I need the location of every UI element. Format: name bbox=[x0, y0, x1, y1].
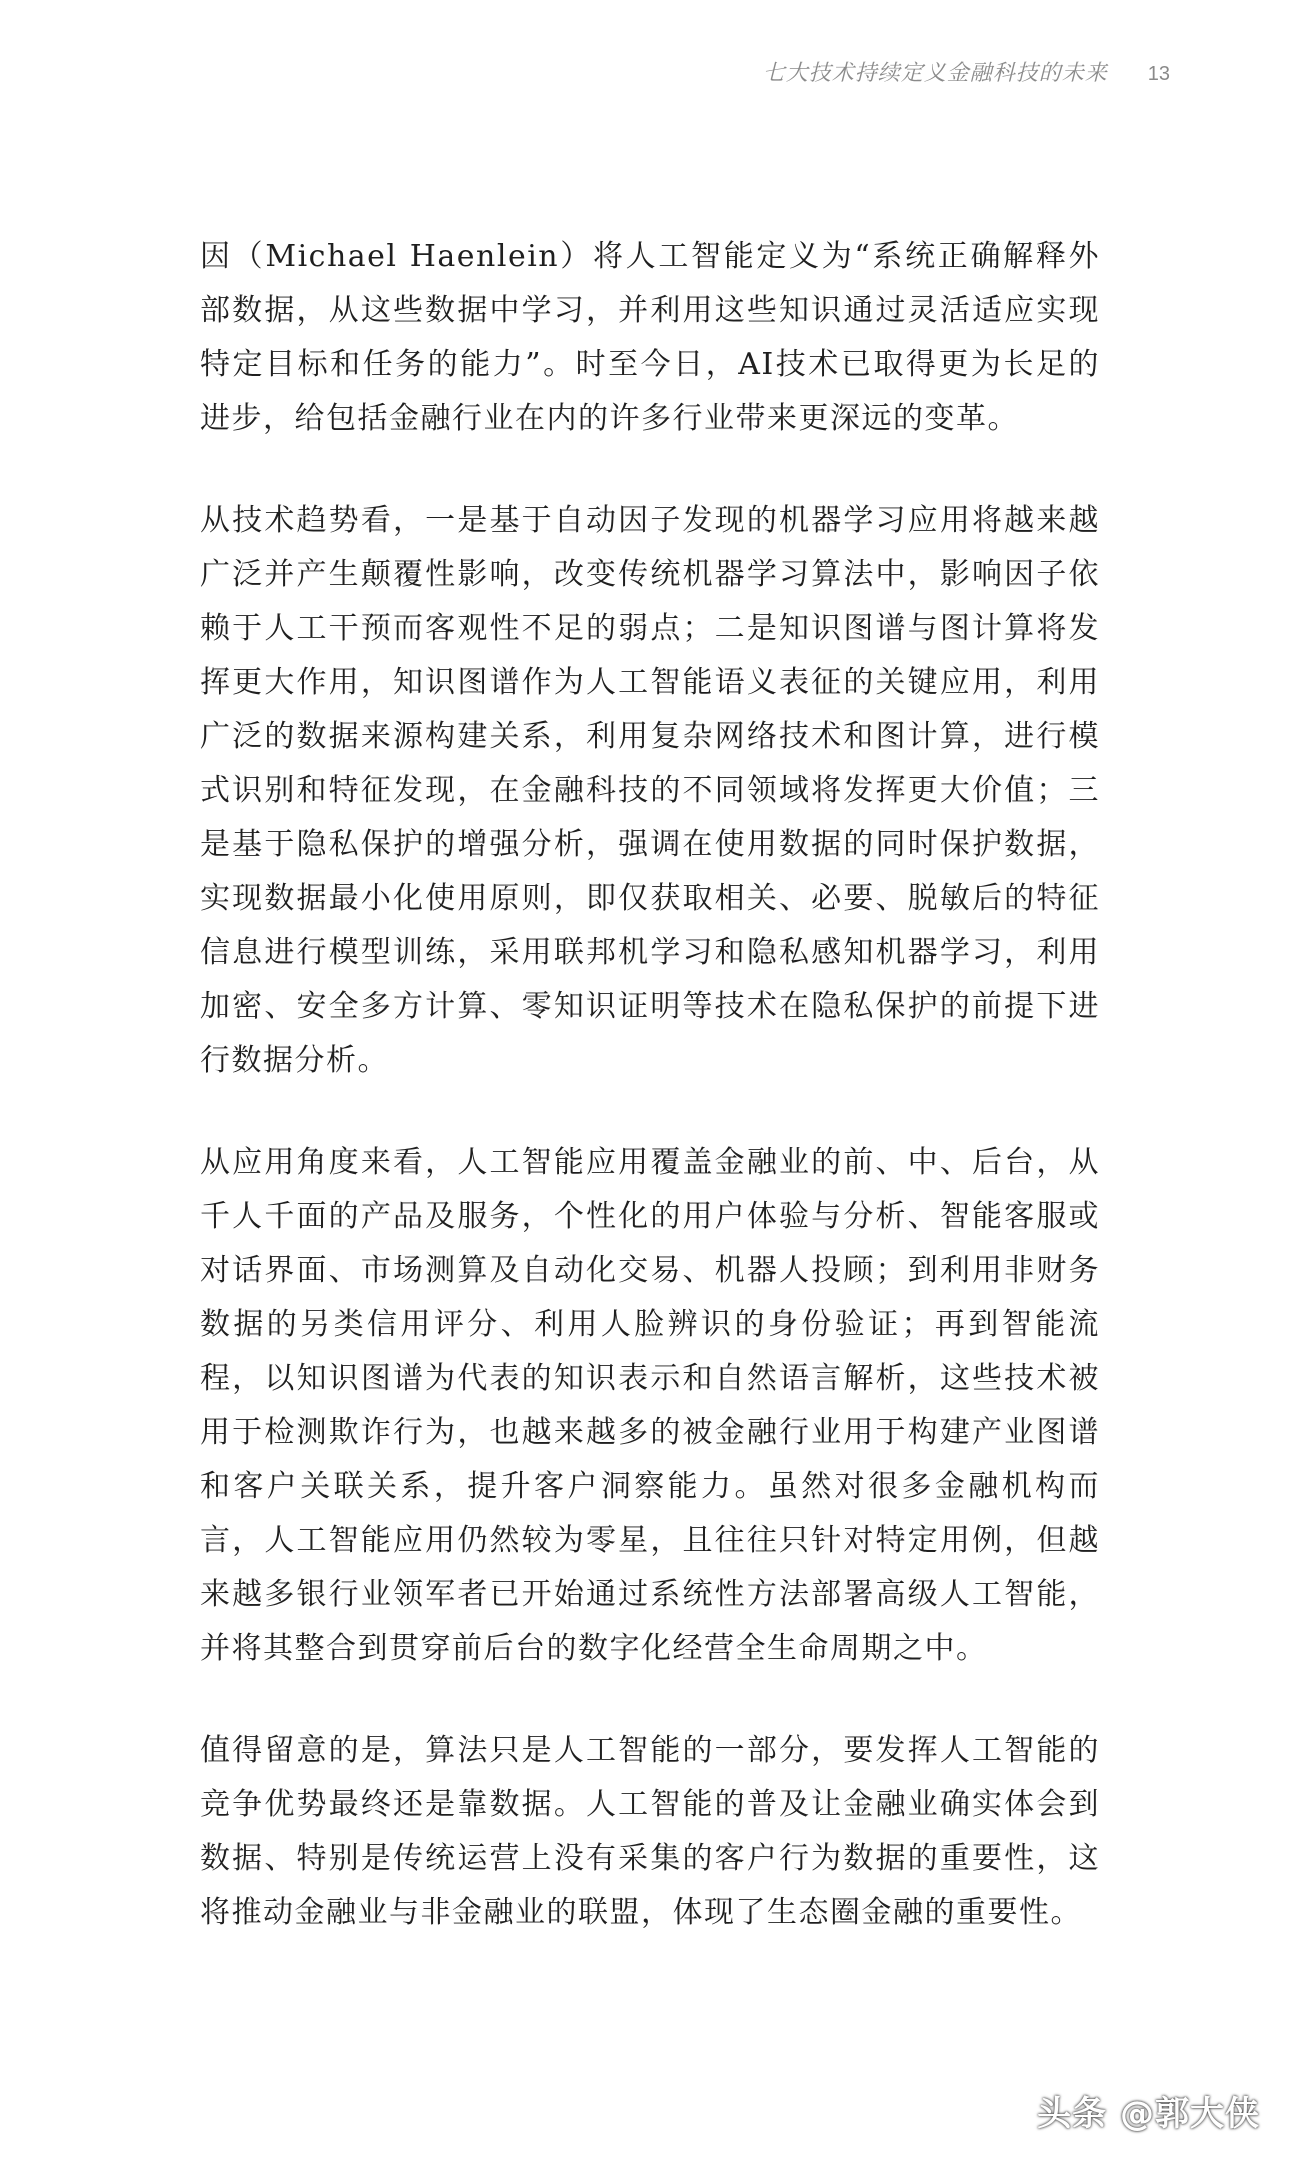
running-header bbox=[763, 56, 1170, 87]
paragraph-4: 值得留意的是，算法只是人工智能的一部分，要发挥人工智能的竞争优势最终还是靠数据。人工智能的普及让金融业确实体会到数据、特别是传统运营上没有采集的客户行为数据的重要性，这将推动金融业与非金融业的联盟，体现了生态圈金融的重要性。 bbox=[200, 1733, 1100, 1930]
page-number: 13 bbox=[1147, 63, 1170, 85]
chapter-title: 七大技术持续定义金融科技的未来 bbox=[762, 61, 1108, 86]
paragraph-1: 因（Michael Haenlein）将人工智能定义为“系统正确解释外部数据，从这些数据中学习，并利用这些知识通过灵活适应实现特定目标和任务的能力”。时至今日，AI技术已取得更为长足的进步，给包括金融行业在内的许多行业带来更深远的变革。 bbox=[200, 239, 1100, 436]
paragraph-3: 从应用角度来看，人工智能应用覆盖金融业的前、中、后台，从千人千面的产品及服务，个性化的用户体验与分析、智能客服或对话界面、市场测算及自动化交易、机器人投顾；到利用非财务数据的另类信用评分、利用人脸辨识的身份验证；再到智能流程，以知识图谱为代表的知识表示和自然语言解析，这些技术被用于检测欺诈行为，也越来越多的被金融行业用于构建产业图谱和客户关联关系，提升客户洞察能力。虽然对很多金融机构而言，人工智能应用仍然较为零星，且往往只针对特定用例，但越来越多银行业领军者已开始通过系统性方法部署高级人工智能，并将其整合到贯穿前后台的数字化经营全生命周期之中。 bbox=[200, 1145, 1100, 1666]
watermark: 头条 @郭大侠 bbox=[1037, 2094, 1260, 2134]
paragraph-2: 从技术趋势看，一是基于自动因子发现的机器学习应用将越来越广泛并产生颠覆性影响，改变传统机器学习算法中，影响因子依赖于人工干预而客观性不足的弱点；二是知识图谱与图计算将发挥更大作用，知识图谱作为人工智能语义表征的关键应用，利用广泛的数据来源构建关系，利用复杂网络技术和图计算，进行模式识别和特征发现，在金融科技的不同领域将发挥更大价值；三是基于隐私保护的增强分析，强调在使用数据的同时保护数据，实现数据最小化使用原则，即仅获取相关、必要、脱敏后的特征信息进行模型训练，采用联邦机学习和隐私感知机器学习，利用加密、安全多方计算、零知识证明等技术在隐私保护的前提下进行数据分析。 bbox=[200, 503, 1100, 1078]
body-text bbox=[200, 230, 1100, 1988]
